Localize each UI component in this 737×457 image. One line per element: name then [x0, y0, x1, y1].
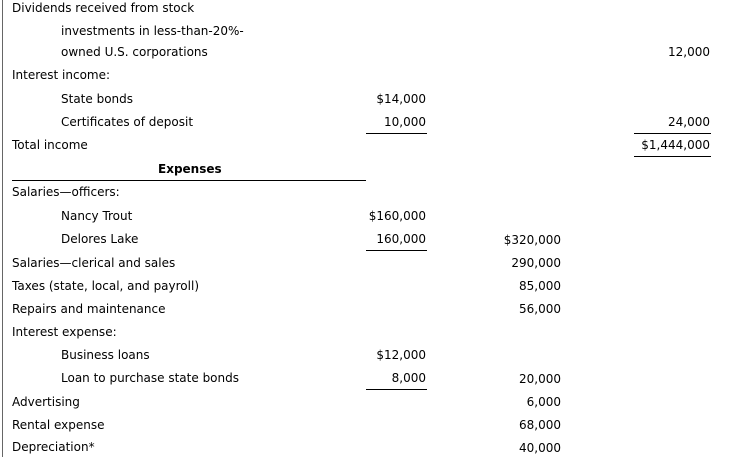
loan-state-bonds-amount: 8,000 [391, 371, 426, 385]
underline-total-income [634, 156, 711, 157]
expenses-heading: Expenses [158, 162, 222, 176]
interest-expense-total: 20,000 [519, 372, 561, 386]
repairs-amount: 56,000 [519, 302, 561, 316]
left-border [2, 0, 3, 457]
nancy-trout-amount: $160,000 [368, 209, 426, 223]
expenses-heading-rule [12, 180, 366, 181]
taxes-amount: 85,000 [519, 279, 561, 293]
certificates-amount: 10,000 [384, 115, 426, 129]
underline-interest-total [634, 133, 711, 134]
state-bonds-label: State bonds [61, 92, 134, 106]
business-loans-label: Business loans [61, 348, 150, 362]
advertising-label: Advertising [12, 395, 80, 409]
dividends-amount: 12,000 [668, 45, 710, 59]
business-loans-amount: $12,000 [376, 348, 426, 362]
depreciation-label: Depreciation* [12, 440, 95, 454]
clerical-label: Salaries—clerical and sales [12, 256, 176, 270]
interest-income-label: Interest income: [12, 68, 111, 82]
dividends-label-line1: Dividends received from stock [12, 1, 195, 15]
salaries-officers-label: Salaries—officers: [12, 185, 120, 199]
taxes-label: Taxes (state, local, and payroll) [12, 279, 200, 293]
interest-income-total: 24,000 [668, 115, 710, 129]
dividends-label-line3: owned U.S. corporations [61, 45, 208, 59]
loan-state-bonds-label: Loan to purchase state bonds [61, 371, 239, 385]
officers-total-amount: $320,000 [503, 233, 561, 247]
total-income-amount: $1,444,000 [641, 138, 710, 152]
rental-amount: 68,000 [519, 418, 561, 432]
state-bonds-amount: $14,000 [376, 92, 426, 106]
certificates-label: Certificates of deposit [61, 115, 194, 129]
clerical-amount: 290,000 [511, 256, 561, 270]
rental-label: Rental expense [12, 418, 105, 432]
dividends-label-line2: investments in less-than-20%- [61, 24, 244, 38]
delores-lake-amount: 160,000 [376, 232, 426, 246]
total-income-label: Total income [12, 138, 88, 152]
repairs-label: Repairs and maintenance [12, 302, 166, 316]
delores-lake-label: Delores Lake [61, 232, 139, 246]
interest-expense-label: Interest expense: [12, 325, 117, 339]
depreciation-amount: 40,000 [519, 441, 561, 455]
advertising-amount: 6,000 [526, 395, 561, 409]
underline-interest-subtotal [366, 133, 427, 134]
underline-interest-expense-subtotal [366, 389, 427, 390]
underline-officers-subtotal [366, 250, 427, 251]
nancy-trout-label: Nancy Trout [61, 209, 133, 223]
